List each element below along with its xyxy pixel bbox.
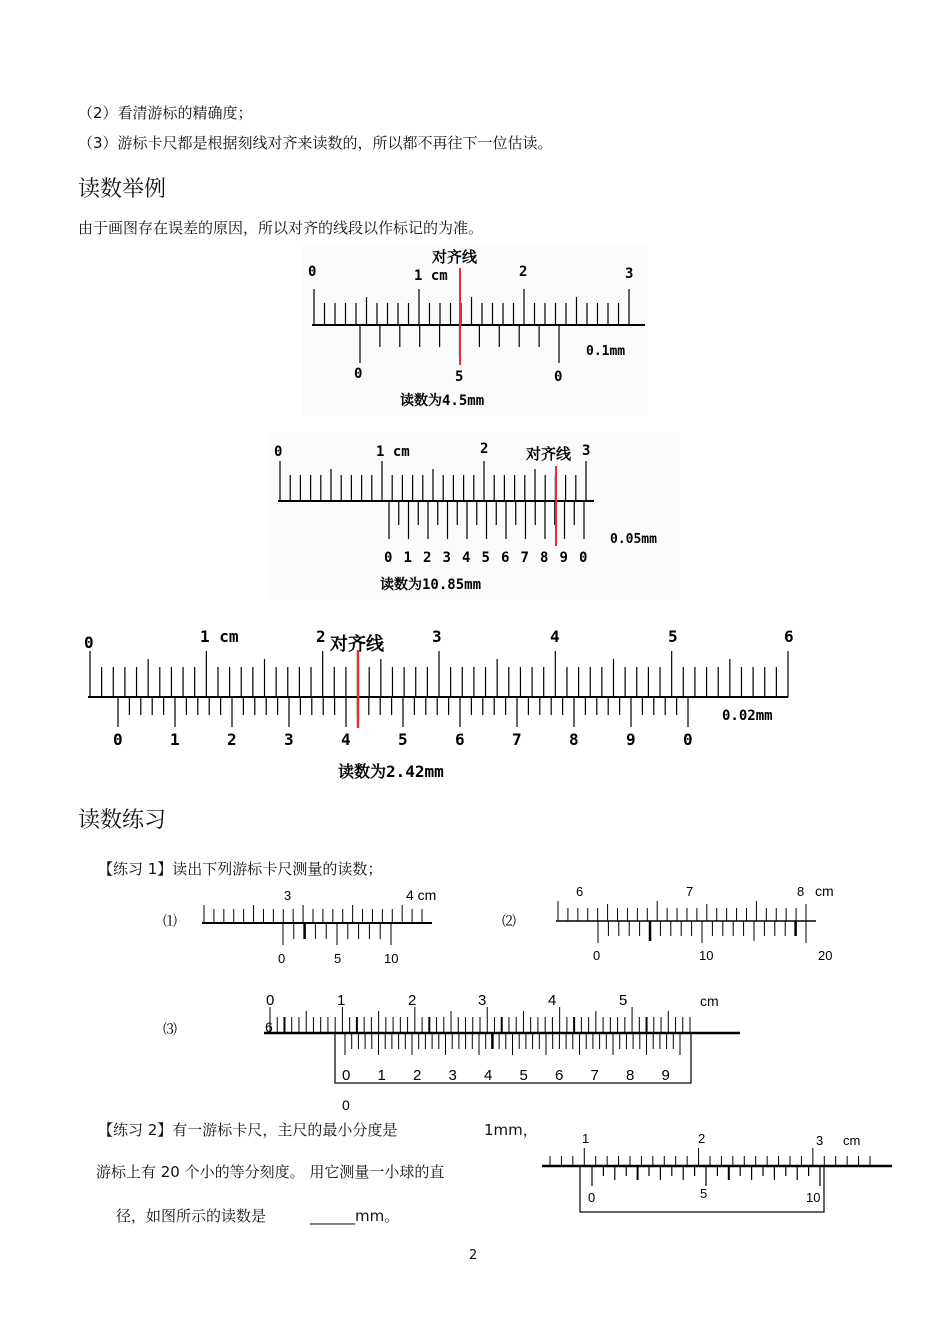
section-heading-examples: 读数举例 xyxy=(78,177,167,202)
main-label-1cm: 1 cm xyxy=(376,444,410,460)
main-label-3: 3 xyxy=(582,443,591,459)
exercise-2-unit: 1mm， xyxy=(484,1121,538,1139)
vernier-label: 8 xyxy=(569,730,579,749)
p3-vernier-label: 2 xyxy=(413,1067,422,1084)
p4-vernier-0: 0 xyxy=(588,1190,596,1205)
p4-main-2: 2 xyxy=(698,1131,706,1146)
p4-vernier-10: 10 xyxy=(806,1190,821,1205)
page-number: 2 xyxy=(469,1248,478,1263)
problem-3-tag: ⑶ xyxy=(163,1021,177,1037)
vernier-label: 4 xyxy=(462,550,471,566)
p3-vernier-label: 9 xyxy=(661,1067,670,1084)
main-label: 0 xyxy=(84,633,94,652)
p3-left-6: 6 xyxy=(265,1019,273,1035)
align-label: 对齐线 xyxy=(526,445,572,463)
vernier-label: 5 xyxy=(481,550,490,566)
p4-main-3: 3 xyxy=(816,1133,824,1148)
vernier-label: 2 xyxy=(423,550,432,566)
p3-main-cm: cm xyxy=(700,993,719,1009)
vernier-label: 9 xyxy=(559,550,568,566)
p3-vernier-label: 1 xyxy=(377,1067,386,1084)
p1-vernier-10: 10 xyxy=(384,951,399,966)
note-line-3: （3）游标卡尺都是根据刻线对齐来读数的，所以都不再往下一位估读。 xyxy=(78,134,553,152)
vernier-label: 7 xyxy=(512,730,522,749)
main-label: 1 cm xyxy=(200,627,239,646)
vernier-label: 0 xyxy=(579,550,588,566)
p3-vernier-label: 8 xyxy=(626,1067,635,1084)
section-heading-practice: 读数练习 xyxy=(78,808,167,833)
vernier-label: 0 xyxy=(384,550,393,566)
p2-vernier-10: 10 xyxy=(699,948,714,963)
intro-text: 由于画图存在误差的原因，所以对齐的线段以作标记的为准。 xyxy=(78,219,484,237)
p3-vernier-label: 3 xyxy=(448,1067,457,1084)
p2-vernier-0: 0 xyxy=(593,948,601,963)
precision-label: 0.05mm xyxy=(610,532,657,547)
vernier-label: 6 xyxy=(455,730,465,749)
problem-1-tag: ⑴ xyxy=(163,913,177,929)
p2-main-8: 8 xyxy=(797,884,805,899)
main-label: 4 xyxy=(550,627,560,646)
p2-vernier-20: 20 xyxy=(818,948,833,963)
vernier-label: 0 xyxy=(683,730,693,749)
exercise-2-line-3: 径，如图所示的读数是 xyxy=(116,1207,267,1225)
p4-vernier-5: 5 xyxy=(700,1186,708,1201)
vernier-label: 1 xyxy=(403,550,412,566)
p3-vernier-label: 6 xyxy=(555,1067,564,1084)
precision-label: 0.1mm xyxy=(586,344,626,359)
exercise-2-line-1: 【练习 2】有一游标卡尺，主尺的最小分度是 xyxy=(98,1121,398,1139)
note-line-2: （2）看清游标的精确度； xyxy=(78,104,253,122)
p1-main-4cm: 4 cm xyxy=(406,887,437,903)
vernier-label: 2 xyxy=(227,730,237,749)
p3-vernier-label: 0 xyxy=(342,1067,351,1084)
p3-vernier-label: 5 xyxy=(519,1067,528,1084)
answer-blank[interactable]: ______mm。 xyxy=(310,1207,400,1225)
p3-main-label: 3 xyxy=(478,992,487,1009)
vernier-label: 6 xyxy=(501,550,510,566)
p1-vernier-5: 5 xyxy=(334,951,342,966)
main-label: 3 xyxy=(432,627,442,646)
p3-main-label: 2 xyxy=(408,992,417,1009)
p4-main-cm: cm xyxy=(843,1133,861,1148)
p4-main-1: 1 xyxy=(582,1131,590,1146)
p1-main-3: 3 xyxy=(284,888,292,903)
main-label: 6 xyxy=(784,627,794,646)
p3-main-label: 0 xyxy=(266,992,275,1009)
p3-main-label: 1 xyxy=(337,992,346,1009)
precision-label: 0.02mm xyxy=(722,708,773,724)
reading-label: 读数为10.85mm xyxy=(380,577,482,593)
vernier-label-5: 5 xyxy=(455,369,464,385)
vernier-label-10: 0 xyxy=(554,369,563,385)
p2-main-cm: cm xyxy=(815,883,834,899)
vernier-label: 9 xyxy=(626,730,636,749)
p3-main-label: 4 xyxy=(548,992,557,1009)
p3-vernier-label: 7 xyxy=(590,1067,599,1084)
p3-vernier-label: 4 xyxy=(484,1067,493,1084)
vernier-label: 4 xyxy=(341,730,351,749)
main-label: 2 xyxy=(316,627,326,646)
p2-main-6: 6 xyxy=(576,884,584,899)
main-label-0: 0 xyxy=(274,444,283,460)
align-label: 对齐线 xyxy=(432,248,478,266)
main-label-0: 0 xyxy=(308,264,317,280)
problem-2-tag: ⑵ xyxy=(502,913,516,929)
vernier-label: 0 xyxy=(113,730,123,749)
vernier-label-0: 0 xyxy=(354,366,363,382)
main-label-1cm: 1 cm xyxy=(414,268,448,284)
main-label-2: 2 xyxy=(519,264,528,280)
exercise-1-prompt: 【练习 1】读出下列游标卡尺测量的读数； xyxy=(98,860,383,878)
main-label-2: 2 xyxy=(480,441,489,457)
vernier-label: 1 xyxy=(170,730,180,749)
main-label: 5 xyxy=(668,627,678,646)
reading-label: 读数为4.5mm xyxy=(400,393,485,409)
reading-label: 读数为2.42mm xyxy=(338,762,444,781)
vernier-label: 7 xyxy=(520,550,529,566)
p3-below-0: 0 xyxy=(342,1097,350,1113)
vernier-label: 5 xyxy=(398,730,408,749)
p3-main-label: 5 xyxy=(619,992,628,1009)
p1-vernier-0: 0 xyxy=(278,951,286,966)
vernier-label: 3 xyxy=(442,550,451,566)
exercise-2-line-2: 游标上有 20 个小的等分刻度。 用它测量一小球的直 xyxy=(96,1163,445,1181)
vernier-label: 3 xyxy=(284,730,294,749)
p2-main-7: 7 xyxy=(686,884,694,899)
main-label-3: 3 xyxy=(625,266,634,282)
align-label: 对齐线 xyxy=(330,634,384,655)
vernier-label: 8 xyxy=(540,550,549,566)
